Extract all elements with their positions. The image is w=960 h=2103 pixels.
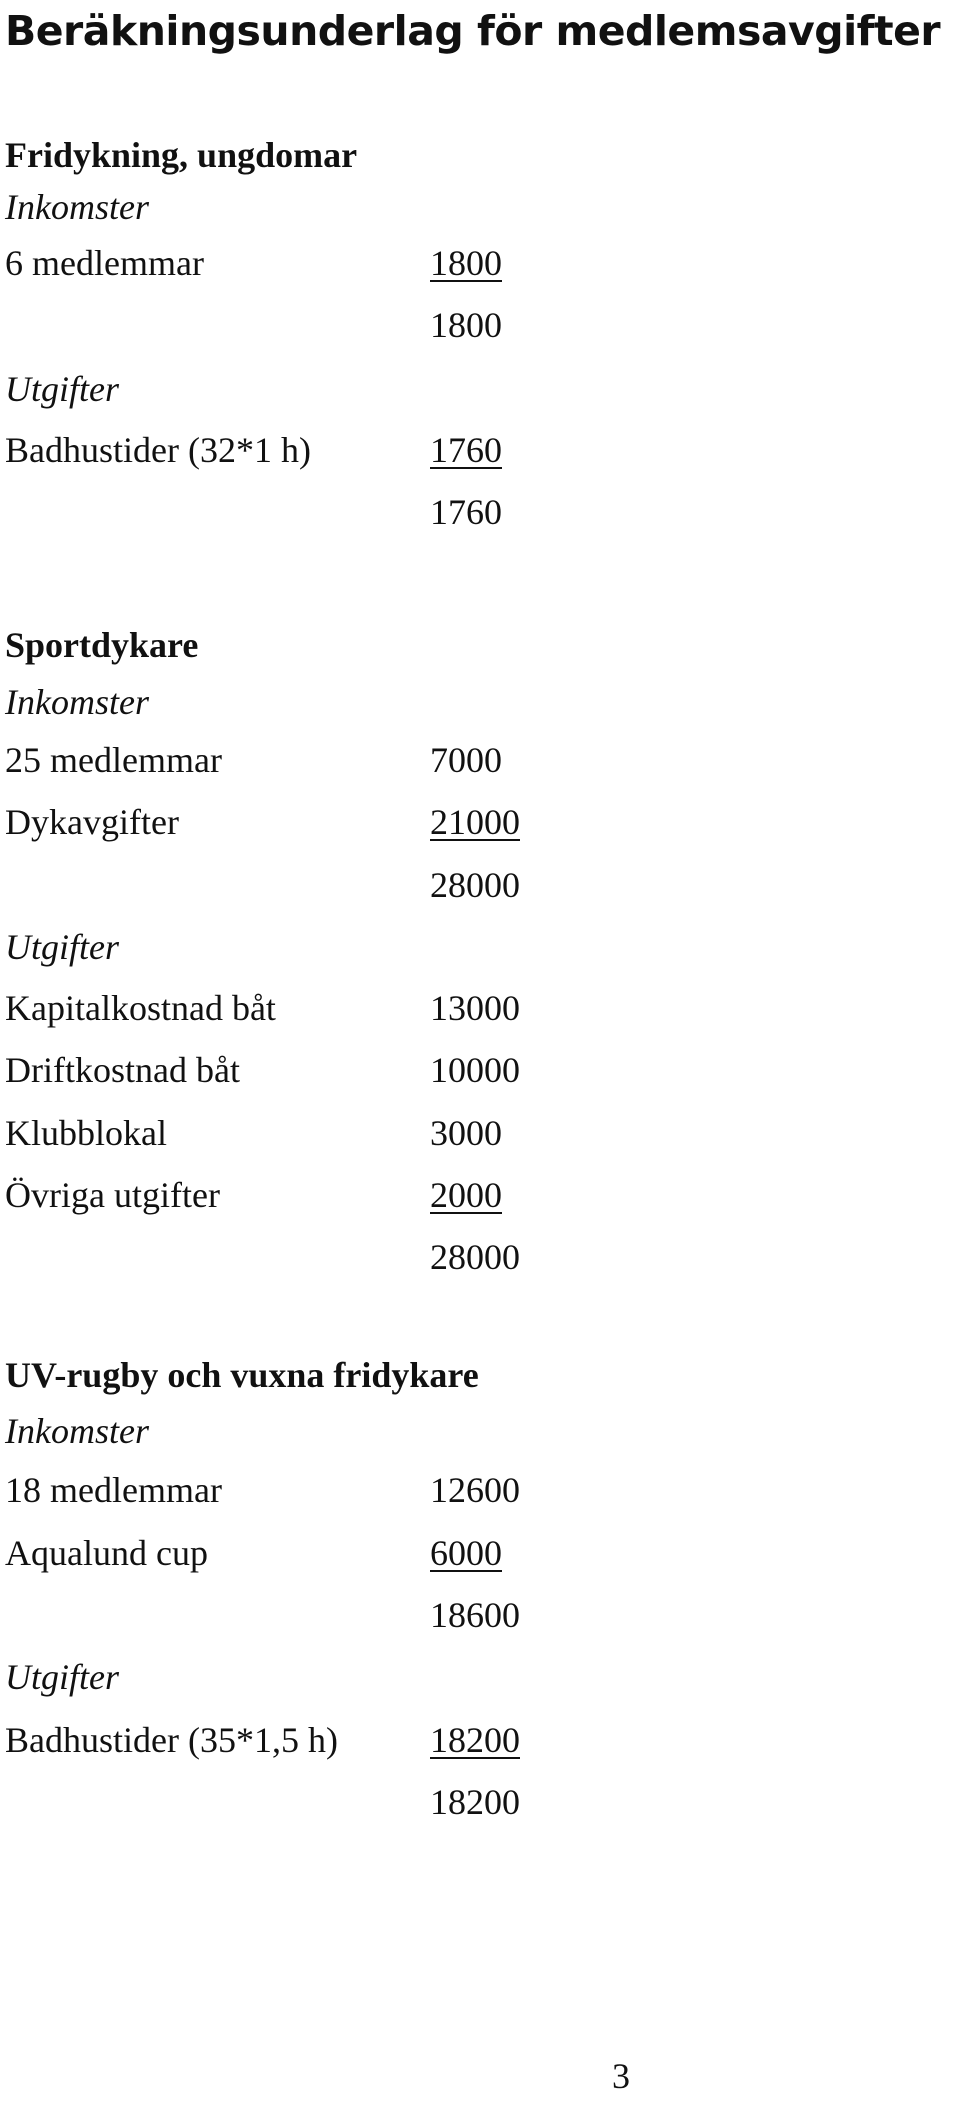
row-amount: 12600 xyxy=(430,1470,520,1510)
income-total: 18600 xyxy=(430,1595,520,1635)
income-total-row xyxy=(5,300,705,350)
section-heading: UV-rugby och vuxna fridykare xyxy=(5,1355,479,1395)
document-title: Beräkningsunderlag för medlemsavgifter xyxy=(5,7,941,55)
row-amount: 1800 xyxy=(430,243,502,283)
section-heading: Sportdykare xyxy=(5,625,199,665)
row-amount: 13000 xyxy=(430,988,520,1028)
income-total-row xyxy=(5,860,705,910)
row-label: 6 medlemmar xyxy=(5,243,204,283)
row-label: Badhustider (32*1 h) xyxy=(5,430,311,470)
income-total: 1800 xyxy=(430,305,502,345)
row-label: 25 medlemmar xyxy=(5,740,222,780)
income-row xyxy=(5,238,705,288)
expense-row xyxy=(5,1108,705,1158)
row-label: Dykavgifter xyxy=(5,802,179,842)
expense-row xyxy=(5,1715,705,1765)
page-number: 3 xyxy=(612,2056,630,2096)
expense-row xyxy=(5,425,705,475)
income-row xyxy=(5,1528,705,1578)
income-total: 28000 xyxy=(430,865,520,905)
expense-row xyxy=(5,1045,705,1095)
expense-label: Utgifter xyxy=(5,1657,119,1697)
expense-label: Utgifter xyxy=(5,369,119,409)
income-total-row xyxy=(5,1590,705,1640)
expense-total-row xyxy=(5,1232,705,1282)
row-amount: 1760 xyxy=(430,430,502,470)
income-row xyxy=(5,735,705,785)
expense-label: Utgifter xyxy=(5,927,119,967)
income-row xyxy=(5,797,705,847)
row-amount: 6000 xyxy=(430,1533,502,1573)
row-amount: 21000 xyxy=(430,802,520,842)
row-label: Aqualund cup xyxy=(5,1533,208,1573)
row-amount: 10000 xyxy=(430,1050,520,1090)
row-amount: 7000 xyxy=(430,740,502,780)
expense-total-row xyxy=(5,487,705,537)
row-label: 18 medlemmar xyxy=(5,1470,222,1510)
row-label: Kapitalkostnad båt xyxy=(5,988,276,1028)
income-label: Inkomster xyxy=(5,1411,149,1451)
expense-row xyxy=(5,1170,705,1220)
row-amount: 3000 xyxy=(430,1113,502,1153)
expense-row xyxy=(5,983,705,1033)
expense-total: 18200 xyxy=(430,1782,520,1822)
row-label: Driftkostnad båt xyxy=(5,1050,240,1090)
income-label: Inkomster xyxy=(5,187,149,227)
row-amount: 18200 xyxy=(430,1720,520,1760)
row-label: Klubblokal xyxy=(5,1113,167,1153)
income-row xyxy=(5,1465,705,1515)
expense-total-row xyxy=(5,1777,705,1827)
section-heading: Fridykning, ungdomar xyxy=(5,135,358,175)
expense-total: 28000 xyxy=(430,1237,520,1277)
income-label: Inkomster xyxy=(5,682,149,722)
row-amount: 2000 xyxy=(430,1175,502,1215)
row-label: Badhustider (35*1,5 h) xyxy=(5,1720,338,1760)
expense-total: 1760 xyxy=(430,492,502,532)
row-label: Övriga utgifter xyxy=(5,1175,220,1215)
